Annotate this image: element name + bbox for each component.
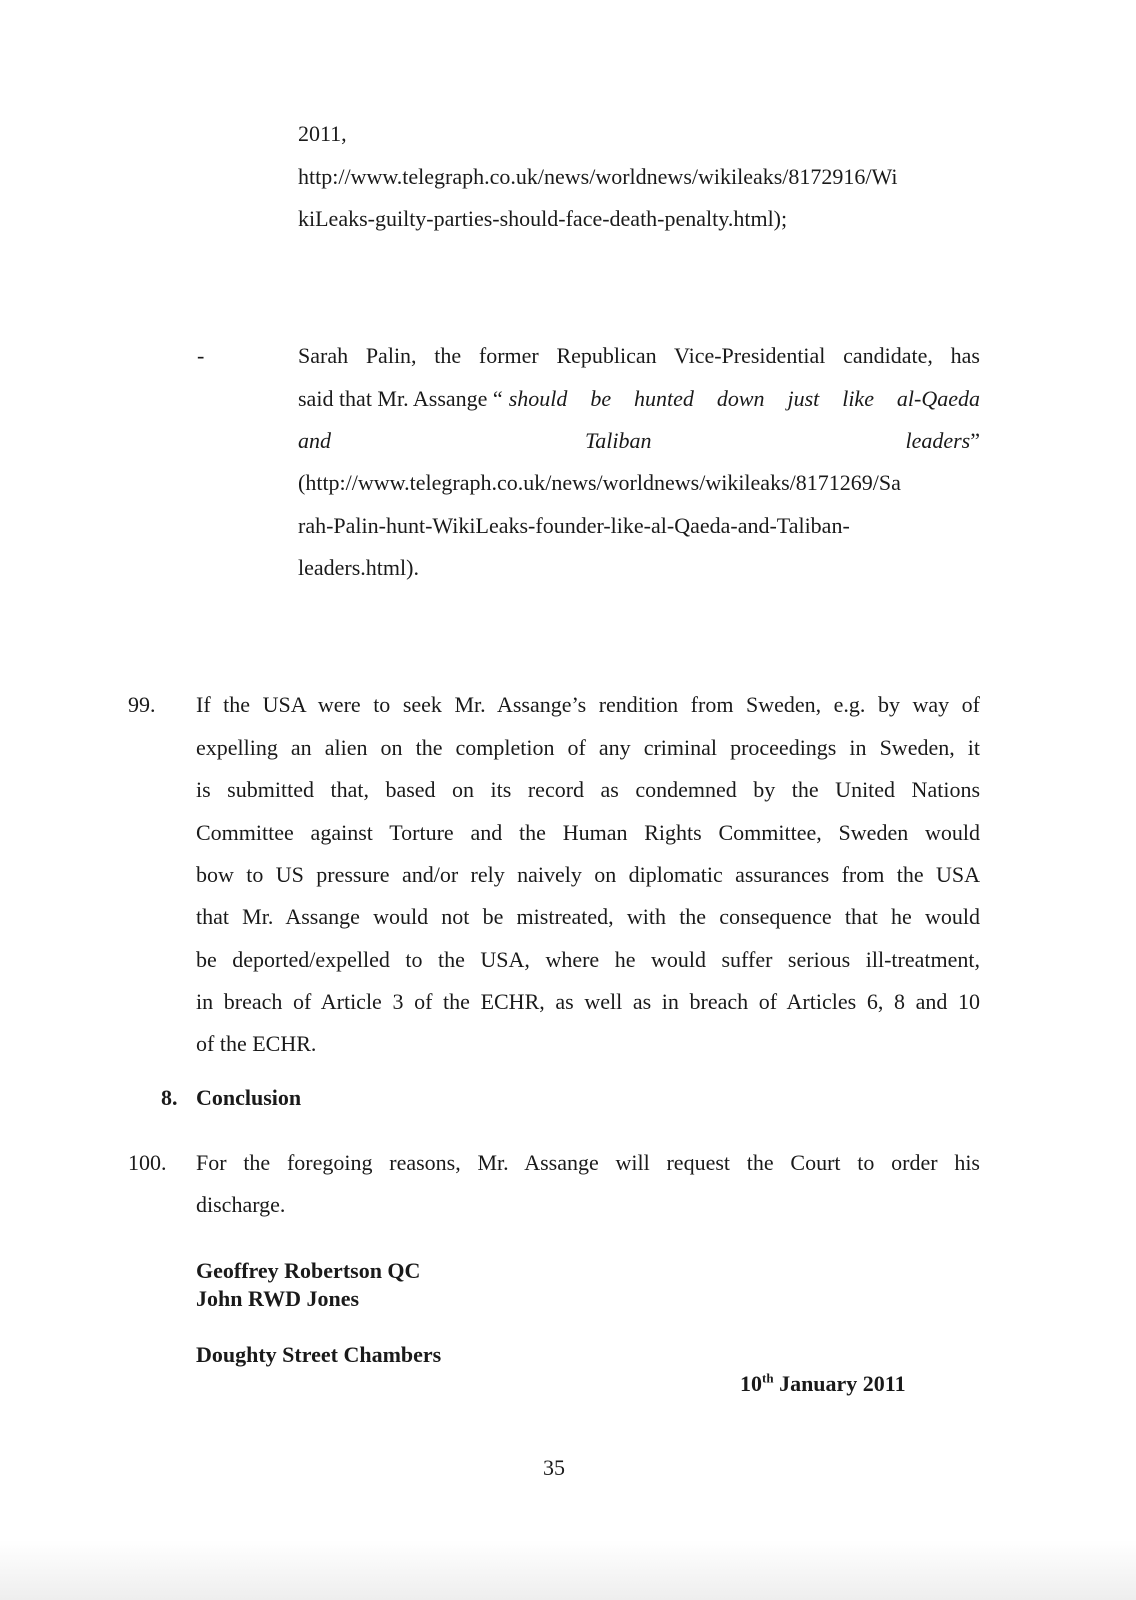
para-99-line-9: of the ECHR. [196,1031,317,1056]
date-day: 10 [740,1371,762,1396]
palin-line-3 [298,428,980,454]
signatory-1: Geoffrey Robertson QC [196,1258,421,1283]
para-99-line-3: is submitted that, based on its record as condemned by the United Nations [196,777,980,802]
palin-line-2-plain: said that Mr. Assange “ [298,386,503,411]
date-rest: January 2011 [773,1371,906,1396]
date-suffix: th [762,1370,774,1386]
para-100-number: 100. [128,1150,167,1175]
para-99-line-6: that Mr. Assange would not be mistreated, with the consequence that he would [196,904,980,929]
para-99-line-4: Committee against Torture and the Human Rights Committee, Sweden would [196,820,980,845]
para-99-line-8: in breach of Article 3 of the ECHR, as well as in breach of Articles 6, 8 and 10 [196,989,980,1014]
prev-bullet-line-1: 2011, [298,121,347,146]
palin-url-line-1: (http://www.telegraph.co.uk/news/worldnews/wikileaks/8171269/Sa [298,470,901,495]
document-date [740,1371,906,1397]
para-99-line-1: If the USA were to seek Mr. Assange’s rendition from Sweden, e.g. by way of [196,692,980,717]
palin-line-1: Sarah Palin, the former Republican Vice-Presidential candidate, has [298,343,980,368]
palin-quote-italic: should be hunted down just like al-Qaeda [508,386,980,411]
para-100-line-1: For the foregoing reasons, Mr. Assange will request the Court to order his [196,1150,980,1175]
section-8-title: Conclusion [196,1085,302,1110]
signatory-2: John RWD Jones [196,1286,360,1311]
palin-url-line-3: leaders.html). [298,555,419,580]
para-99-line-7: be deported/expelled to the USA, where he would suffer serious ill-treatment, [196,947,980,972]
section-8-number: 8. [161,1085,178,1110]
palin-leaders-group [905,428,980,454]
palin-word-and: and [298,428,331,453]
palin-close-quote: ” [970,428,980,453]
para-99-number: 99. [128,692,156,717]
palin-url-line-2: rah-Palin-hunt-WikiLeaks-founder-like-al-Qaeda-and-Taliban- [298,513,850,538]
chambers-name: Doughty Street Chambers [196,1342,442,1367]
palin-word-taliban: Taliban [585,428,652,453]
page-bottom-shadow [0,1540,1136,1600]
prev-bullet-line-2: http://www.telegraph.co.uk/news/worldnews/wikileaks/8172916/Wi [298,164,898,189]
palin-line-2 [298,386,980,412]
prev-bullet-line-3: kiLeaks-guilty-parties-should-face-death-penalty.html); [298,206,788,231]
bullet-marker: - [197,343,205,368]
page-number: 35 [543,1455,565,1480]
palin-word-leaders: leaders [905,428,971,453]
para-99-line-2: expelling an alien on the completion of any criminal proceedings in Sweden, it [196,735,980,760]
para-100-line-2: discharge. [196,1192,286,1217]
para-99-line-5: bow to US pressure and/or rely naively on diplomatic assurances from the USA [196,862,980,887]
